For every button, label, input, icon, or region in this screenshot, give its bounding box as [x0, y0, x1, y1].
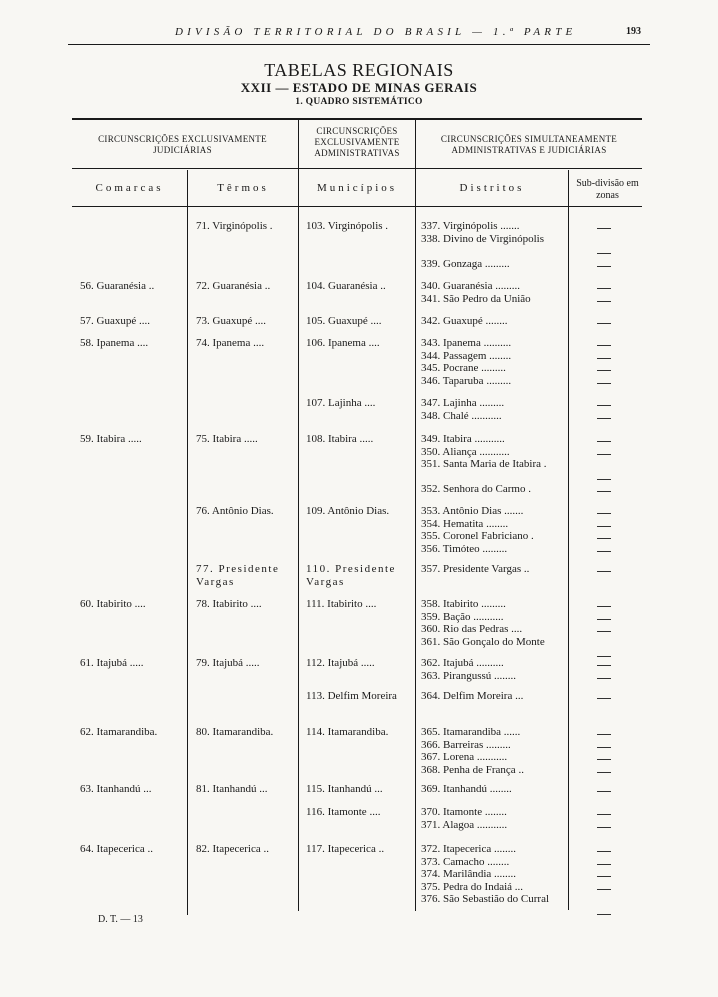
distrito-cell: 352. Senhora do Carmo . [421, 483, 531, 495]
municipio-cell: 110. Presidente Vargas [306, 563, 396, 588]
distrito-cell: 343. Ipanema .......... [421, 337, 512, 349]
distrito-cell: 339. Gonzaga ......... [421, 257, 510, 270]
column-header-subdivisao: Sub-divisão em zonas [576, 178, 639, 201]
municipio-cell: 116. Itamonte .... [306, 806, 381, 818]
subdivisao-dash [597, 323, 611, 324]
distrito-cell: 366. Barreiras ......... [421, 738, 511, 751]
termo-cell: 72. Guaranésia .. [196, 280, 271, 292]
subdivisao-dash [597, 479, 611, 480]
subdivisao-dash [597, 526, 611, 527]
termo-cell: 77. Presidente Vargas [196, 563, 280, 588]
subdivisao-dash [597, 814, 611, 815]
subdivisao-dash [597, 864, 611, 865]
subdivisao-dash [597, 228, 611, 229]
header-divider-rule [72, 168, 642, 169]
comarca-cell: 60. Itabirito .... [80, 598, 146, 610]
comarca-cell: 57. Guaxupé .... [80, 315, 150, 327]
distrito-cell: 365. Itamarandiba ...... [421, 726, 521, 738]
page-number: 193 [626, 26, 641, 37]
distrito-cell: 357. Presidente Vargas .. [421, 563, 530, 575]
termo-cell: 74. Ipanema .... [196, 337, 265, 349]
termo-cell: 76. Antônio Dias. [196, 505, 274, 517]
comarca-cell: 62. Itamarandiba. [80, 726, 158, 738]
column-header-termos: Têrmos [217, 182, 269, 194]
subdivisao-dash [597, 656, 611, 657]
subdivisao-dash [597, 358, 611, 359]
header-judicial: CIRCUNSCRIÇÕES EXCLUSIVAMENTE JUDICIÁRIAS [98, 134, 267, 155]
distrito-cell: 355. Coronel Fabriciano . [421, 530, 534, 542]
distrito-cell: 347. Lajinha ......... [421, 397, 505, 409]
subdivisao-dash [597, 513, 611, 514]
column-divider-termos [298, 206, 299, 911]
subdivisao-dash [597, 454, 611, 455]
section-title: 1. QUADRO SISTEMÁTICO [295, 97, 423, 107]
subdivisao-dash [597, 266, 611, 267]
municipio-cell: 106. Ipanema .... [306, 337, 380, 349]
subdivisao-dash [597, 851, 611, 852]
distrito-cell: 356. Timóteo ......... [421, 542, 508, 555]
distrito-cell: 338. Divino de Virginópolis [421, 232, 544, 245]
subdivisao-dash [597, 827, 611, 828]
subdivisao-dash [597, 698, 611, 699]
distrito-cell: 361. São Gonçalo do Monte [421, 635, 545, 648]
termo-cell: 80. Itamarandiba. [196, 726, 274, 738]
distrito-cell: 369. Itanhandú ........ [421, 783, 512, 795]
column-header-rule [72, 206, 642, 207]
column-divider-distritos [568, 170, 569, 910]
comarca-cell: 56. Guaranésia .. [80, 280, 155, 292]
subdivisao-dash [597, 665, 611, 666]
column-header-comarcas: Comarcas [95, 182, 164, 194]
municipio-cell: 115. Itanhandú ... [306, 783, 383, 795]
distrito-cell: 344. Passagem ........ [421, 349, 512, 362]
distrito-cell: 367. Lorena ........... [421, 751, 508, 763]
distrito-cell: 359. Bação ........... [421, 610, 504, 623]
comarca-cell: 63. Itanhandú ... [80, 783, 152, 795]
subdivisao-dash [597, 491, 611, 492]
subdivisao-dash [597, 301, 611, 302]
subdivisao-dash [597, 571, 611, 572]
municipio-cell: 105. Guaxupé .... [306, 315, 382, 327]
distrito-cell: 360. Rio das Pedras .... [421, 623, 523, 635]
column-divider-comarcas [187, 170, 188, 915]
distrito-cell: 353. Antônio Dias ....... [421, 505, 524, 517]
distrito-cell: 350. Aliança ........... [421, 445, 510, 458]
termo-cell: 78. Itabirito .... [196, 598, 262, 610]
termo-cell: 79. Itajubá ..... [196, 657, 260, 669]
distrito-cell: 341. São Pedro da União [421, 292, 531, 305]
municipio-cell: 111. Itabirito .... [306, 598, 377, 610]
subdivisao-dash [597, 538, 611, 539]
subdivisao-dash [597, 405, 611, 406]
subdivisao-dash [597, 551, 611, 552]
municipio-cell: 103. Virginópolis . [306, 220, 389, 232]
municipio-cell: 104. Guaranésia .. [306, 280, 386, 292]
subdivisao-dash [597, 791, 611, 792]
distrito-cell: 371. Alagoa ........... [421, 818, 508, 831]
header-both: CIRCUNSCRIÇÕES SIMULTANEAMENTE ADMINISTRATIVAS E JUDICIÁRIAS [440, 134, 618, 155]
subdivisao-dash [597, 914, 611, 915]
subdivisao-dash [597, 619, 611, 620]
subdivisao-dash [597, 441, 611, 442]
municipio-cell: 109. Antônio Dias. [306, 505, 390, 517]
distrito-cell: 373. Camacho ........ [421, 855, 510, 868]
subdivisao-dash [597, 747, 611, 748]
termo-cell: 82. Itapecerica .. [196, 843, 269, 855]
distrito-cell: 348. Chalé ........... [421, 409, 502, 422]
state-title: XXII — ESTADO DE MINAS GERAIS [240, 80, 478, 95]
header-administrative: CIRCUNSCRIÇÕES EXCLUSIVAMENTE ADMINISTRATIVAS [314, 126, 400, 158]
municipio-cell: 117. Itapecerica .. [306, 843, 385, 855]
column-header-municipios: Municípios [316, 182, 398, 194]
table-top-rule [72, 118, 642, 120]
termo-cell: 73. Guaxupé .... [196, 315, 266, 327]
distrito-cell: 363. Pirangussú ........ [421, 669, 517, 682]
subdivisao-dash [597, 606, 611, 607]
subdivisao-dash [597, 889, 611, 890]
subdivisao-dash [597, 288, 611, 289]
distrito-cell: 345. Pocrane ......... [421, 362, 506, 374]
distrito-cell: 362. Itajubá .......... [421, 657, 504, 669]
municipio-cell: 108. Itabira ..... [306, 433, 374, 445]
column-header-distritos: Distritos [459, 182, 525, 194]
distrito-cell: 354. Hematita ........ [421, 517, 509, 530]
column-divider-municipios [415, 206, 416, 911]
subdivisao-dash [597, 772, 611, 773]
running-head [0, 26, 718, 42]
comarca-cell: 64. Itapecerica .. [80, 843, 153, 855]
subdivisao-dash [597, 345, 611, 346]
footer-signature: D. T. — 13 [98, 914, 143, 925]
municipio-cell: 113. Delfim Moreira [306, 690, 397, 702]
subdivisao-dash [597, 759, 611, 760]
termo-cell: 75. Itabira ..... [196, 433, 258, 445]
running-head-title: DIVISÃO TERRITORIAL DO BRASIL — 1.ª PARTE [175, 26, 577, 38]
distrito-cell: 376. São Sebastião do Curral [421, 893, 550, 905]
subdivisao-dash [597, 678, 611, 679]
distrito-cell: 346. Taparuba ......... [421, 374, 512, 387]
distrito-cell: 337. Virginópolis ....... [421, 220, 520, 232]
subdivisao-dash [597, 631, 611, 632]
distrito-cell: 370. Itamonte ........ [421, 806, 507, 818]
subdivisao-dash [597, 370, 611, 371]
distrito-cell: 340. Guaranésia ......... [421, 280, 520, 292]
distrito-cell: 374. Marilândia ........ [421, 868, 517, 880]
subdivisao-dash [597, 876, 611, 877]
distrito-cell: 368. Penha de França .. [421, 763, 524, 776]
subdivisao-dash [597, 734, 611, 735]
distrito-cell: 358. Itabirito ......... [421, 598, 506, 610]
termo-cell: 81. Itanhandú ... [196, 783, 268, 795]
municipio-cell: 107. Lajinha .... [306, 397, 376, 409]
subdivisao-dash [597, 253, 611, 254]
comarca-cell: 58. Ipanema .... [80, 337, 149, 349]
subdivisao-dash [597, 418, 611, 419]
running-head-rule [68, 44, 650, 45]
distrito-cell: 364. Delfim Moreira ... [421, 690, 524, 702]
comarca-cell: 61. Itajubá ..... [80, 657, 144, 669]
page-title: TABELAS REGIONAIS [264, 60, 454, 80]
subdivisao-dash [597, 383, 611, 384]
distrito-cell: 375. Pedra do Indaiá ... [421, 880, 524, 893]
municipio-cell: 114. Itamarandiba. [306, 726, 389, 738]
municipio-cell: 112. Itajubá ..... [306, 657, 375, 669]
termo-cell: 71. Virginópolis . [196, 220, 273, 232]
distrito-cell: 349. Itabira ........... [421, 433, 505, 445]
distrito-cell: 372. Itapecerica ........ [421, 843, 516, 855]
distrito-cell: 342. Guaxupé ........ [421, 315, 508, 327]
distrito-cell: 351. Santa Maria de Itabira . [421, 458, 547, 470]
comarca-cell: 59. Itabira ..... [80, 433, 142, 445]
